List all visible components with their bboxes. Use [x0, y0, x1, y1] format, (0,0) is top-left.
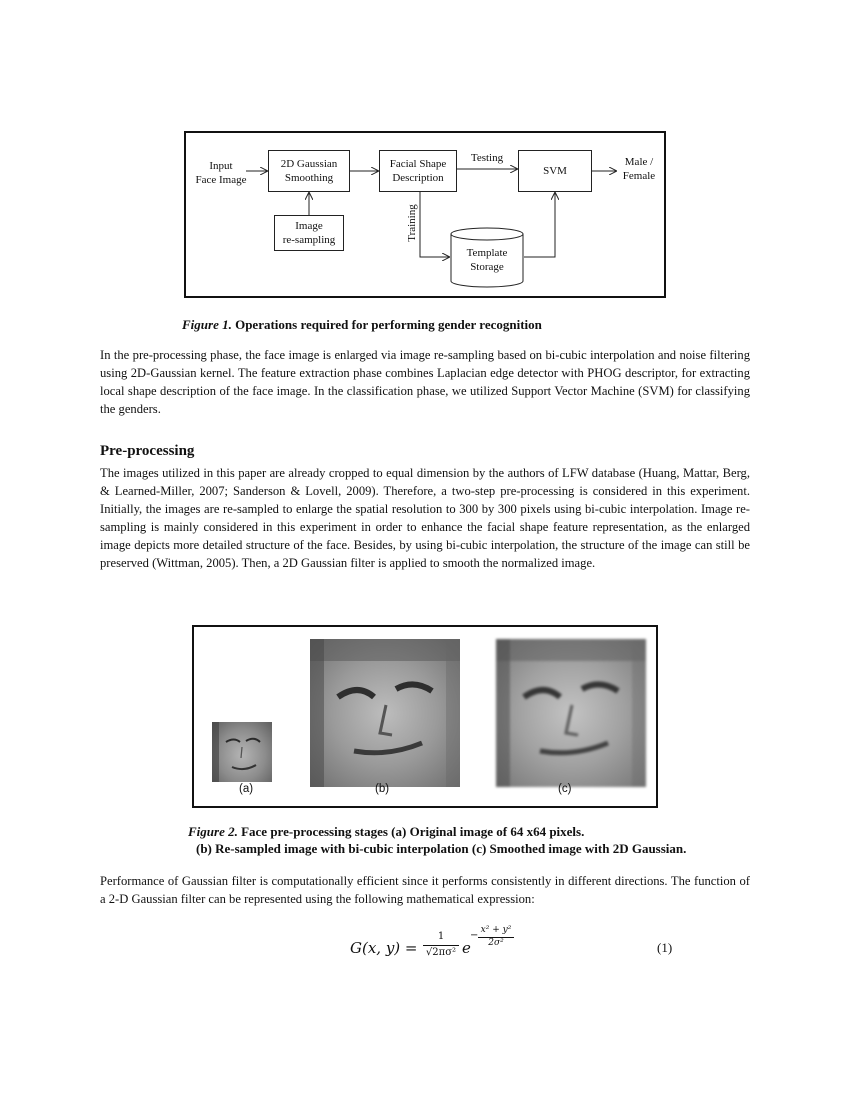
face-image-resampled	[310, 639, 460, 787]
paragraph-preprocessing: The images utilized in this paper are already cropped to equal dimension by the authors of LFW database (Huang, Mattar, Berg, & Learned-Miller, 2007; Sanderson & Lovell, 2009). Therefore, a two-step pre-processing is considered in this experiment. Initially, the images are re-sampled to enlarge the spatial resolution to 300 by 300 pixels using bi-cubic interpolation. Image re-sampling is mainly considered in this experiment in order to enhance the facial shape feature representation, as the enlarged image depicts more detailed structure of the face. Besides, by using bi-cubic interpolation, the structure of the image can still be preserved (Wittman, 2005). Then, a 2D Gaussian filter is applied to smooth the normalized image.	[100, 466, 750, 570]
image-resampling-box: Image re-sampling	[274, 215, 344, 251]
facial-shape-description-box: Facial Shape Description	[379, 150, 457, 192]
face-features-b	[310, 639, 460, 787]
testing-label: Testing	[470, 152, 504, 164]
figure-2-caption-line2: (b) Re-sampled image with bi-cubic interpolation (c) Smoothed image with 2D Gaussian.	[196, 841, 687, 856]
face-image-smoothed	[496, 639, 646, 787]
gaussian-smoothing-box: 2D Gaussian Smoothing	[268, 150, 350, 192]
equation-number: (1)	[657, 940, 673, 955]
figure-2-image-panel	[192, 625, 658, 808]
male-female-output-label: Male / Female	[622, 156, 656, 182]
face-features-c	[496, 639, 646, 787]
sublabel-b: (b)	[375, 783, 390, 795]
equation-fraction-bar	[423, 945, 459, 946]
sublabel-a: (a)	[239, 783, 254, 795]
section-heading: Pre-processing	[100, 443, 195, 459]
sublabel-c: (c)	[558, 783, 572, 795]
equation-denominator: √2πσ²	[425, 947, 457, 958]
arrow-storage-to-svm	[524, 193, 555, 257]
input-face-image-label: Input Face Image	[195, 160, 247, 186]
paragraph-gaussian: Performance of Gaussian filter is computationally efficient since it performs consistently in different directions. The function of a 2-D Gaussian filter can be represented using the following mathematical expression:	[100, 874, 750, 906]
figure-1-diagram	[184, 131, 666, 298]
face-image-original	[212, 722, 272, 782]
training-label: Training	[406, 204, 418, 242]
equation-exp-numerator: x² + y²	[480, 925, 512, 935]
figure-2-caption-line1: Figure 2. Face pre-processing stages (a) Original image of 64 x64 pixels.	[188, 824, 585, 839]
figure-1-caption: Figure 1. Operations required for performing gender recognition	[182, 317, 542, 332]
equation-base: e	[462, 939, 471, 957]
equation-exp-sign: −	[470, 930, 479, 941]
equation-exp-denominator: 2σ²	[488, 938, 504, 948]
paragraph-intro: In the pre-processing phase, the face image is enlarged via image re-sampling based on bi-cubic interpolation and noise filtering using 2D-Gaussian kernel. The feature extraction phase combines Laplacian edge detector with PHOG descriptor, for extracting local shape description of the face image. In the classification phase, we utilized Support Vector Machine (SVM) for classifying the genders.	[100, 348, 750, 416]
face-features-a	[212, 722, 272, 782]
arrow-shape-to-storage	[420, 192, 449, 257]
equation-numerator: 1	[437, 931, 445, 942]
equation-lhs: G(x, y) =	[350, 939, 418, 957]
template-storage-label: Template Storage	[466, 247, 508, 273]
svm-box: SVM	[518, 150, 592, 192]
diagram-connectors	[186, 133, 664, 296]
gaussian-equation	[350, 925, 540, 975]
